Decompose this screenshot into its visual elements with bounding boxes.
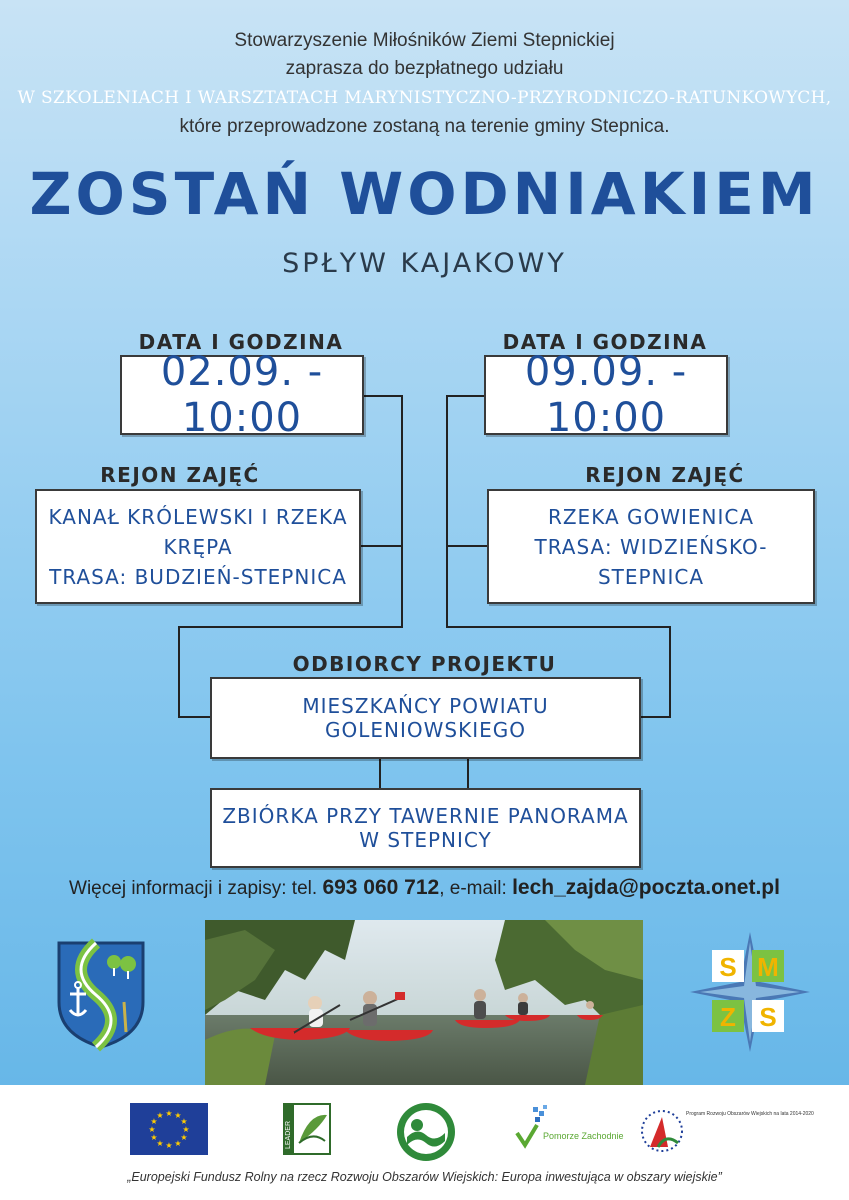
eu-flag-icon (130, 1103, 208, 1155)
connector-line (637, 716, 671, 718)
invite-line: zaprasza do bezpłatnego udziału (285, 58, 564, 79)
email-prefix: , e-mail: (439, 878, 507, 899)
contact-line (0, 876, 849, 900)
left-region-box (35, 489, 361, 604)
smzs-logo-icon (690, 932, 810, 1052)
pomorze-zachodnie-logo-icon (515, 1103, 624, 1155)
kayaking-photo (205, 920, 643, 1085)
connector-line (358, 545, 403, 547)
left-date-box (120, 349, 364, 441)
smzs-letter-s2: S (759, 1002, 777, 1032)
recipients-box (210, 677, 641, 759)
leader-logo-icon (283, 1103, 331, 1155)
smzs-letter-z: Z (720, 1002, 736, 1032)
connector-line (669, 626, 671, 718)
connector-line (467, 756, 469, 789)
left-region-label: REJON ZAJĘĆ (100, 463, 260, 487)
meeting-box (210, 788, 641, 868)
svg-text:★: ★ (148, 1125, 156, 1134)
workshops-line: W SZKOLENIACH I WARSZTATACH MARYNISTYCZNO-PRZYRODNICZO-RATUNKOWYCH, (17, 88, 832, 108)
funding-footnote: „Europejski Fundusz Rolny na rzecz Rozwoju Obszarów Wiejskich: Europa inwestująca w obszary wiejskie” (127, 1170, 722, 1184)
svg-text:★: ★ (156, 1139, 164, 1148)
connector-line (446, 395, 448, 627)
connector-line (379, 756, 381, 789)
left-date-value: 02.09. - 10:00 (160, 349, 324, 441)
connector-line (178, 716, 210, 718)
contact-prefix: Więcej informacji i zapisy: tel. (69, 878, 318, 899)
recipients-value: MIESZKAŃCY POWIATU GOLENIOWSKIEGO (302, 694, 549, 742)
smzs-letter-m: M (757, 952, 779, 982)
svg-text:★: ★ (180, 1117, 188, 1126)
organizer-line: Stowarzyszenie Miłośników Ziemi Stepnickiej (234, 30, 615, 51)
left-region-line2: TRASA: BUDZIEŃ-STEPNICA (49, 564, 347, 589)
page-title: ZOSTAŃ WODNIAKIEM (29, 160, 820, 228)
svg-text:★: ★ (165, 1109, 173, 1118)
location-line: które przeprowadzone zostaną na terenie gminy Stepnica. (179, 116, 670, 137)
svg-text:★: ★ (180, 1133, 188, 1142)
connector-line (446, 395, 484, 397)
right-region-line1: RZEKA GOWIENICA (547, 504, 755, 529)
right-region-line2: TRASA: WIDZIEŃSKO-STEPNICA (534, 534, 768, 589)
connector-line (446, 545, 488, 547)
email-link[interactable]: lech_zajda@poczta.onet.pl (512, 876, 780, 899)
prow-logo-icon (640, 1103, 814, 1155)
leader-text: LEADER (285, 1120, 292, 1149)
svg-text:★: ★ (156, 1111, 164, 1120)
right-region-label: REJON ZAJĘĆ (585, 463, 745, 487)
connector-line (401, 395, 403, 627)
smzs-letter-s1: S (719, 952, 737, 982)
stepnica-crest-icon (56, 940, 146, 1050)
prow-text: Program Rozwoju Obszarów Wiejskich na lata 2014-2020 (686, 1111, 814, 1117)
phone-number[interactable]: 693 060 712 (322, 876, 440, 899)
right-date-box (484, 349, 728, 441)
right-date-value: 09.09. - 10:00 (524, 349, 688, 441)
pomorze-text: Pomorze Zachodnie (543, 1131, 624, 1141)
recipients-label: ODBIORCY PROJEKTU (292, 652, 557, 676)
connector-line (363, 395, 403, 397)
regional-logo-icon (395, 1101, 457, 1163)
connector-line (178, 626, 403, 628)
right-region-box (487, 489, 815, 604)
svg-text:★: ★ (174, 1111, 182, 1120)
connector-line (178, 626, 180, 718)
svg-text:★: ★ (150, 1133, 158, 1142)
svg-text:★: ★ (165, 1141, 173, 1150)
left-date-label: DATA I GODZINA (138, 330, 344, 354)
right-date-label: DATA I GODZINA (502, 330, 708, 354)
svg-text:★: ★ (174, 1139, 182, 1148)
connector-line (446, 626, 671, 628)
svg-text:★: ★ (182, 1125, 190, 1134)
left-region-line1: KANAŁ KRÓLEWSKI I RZEKA KRĘPA (48, 504, 348, 559)
svg-text:★: ★ (150, 1117, 158, 1126)
page-subtitle: SPŁYW KAJAKOWY (282, 248, 567, 279)
meeting-text: ZBIÓRKA PRZY TAWERNIE PANORAMA W STEPNICY (222, 804, 629, 852)
